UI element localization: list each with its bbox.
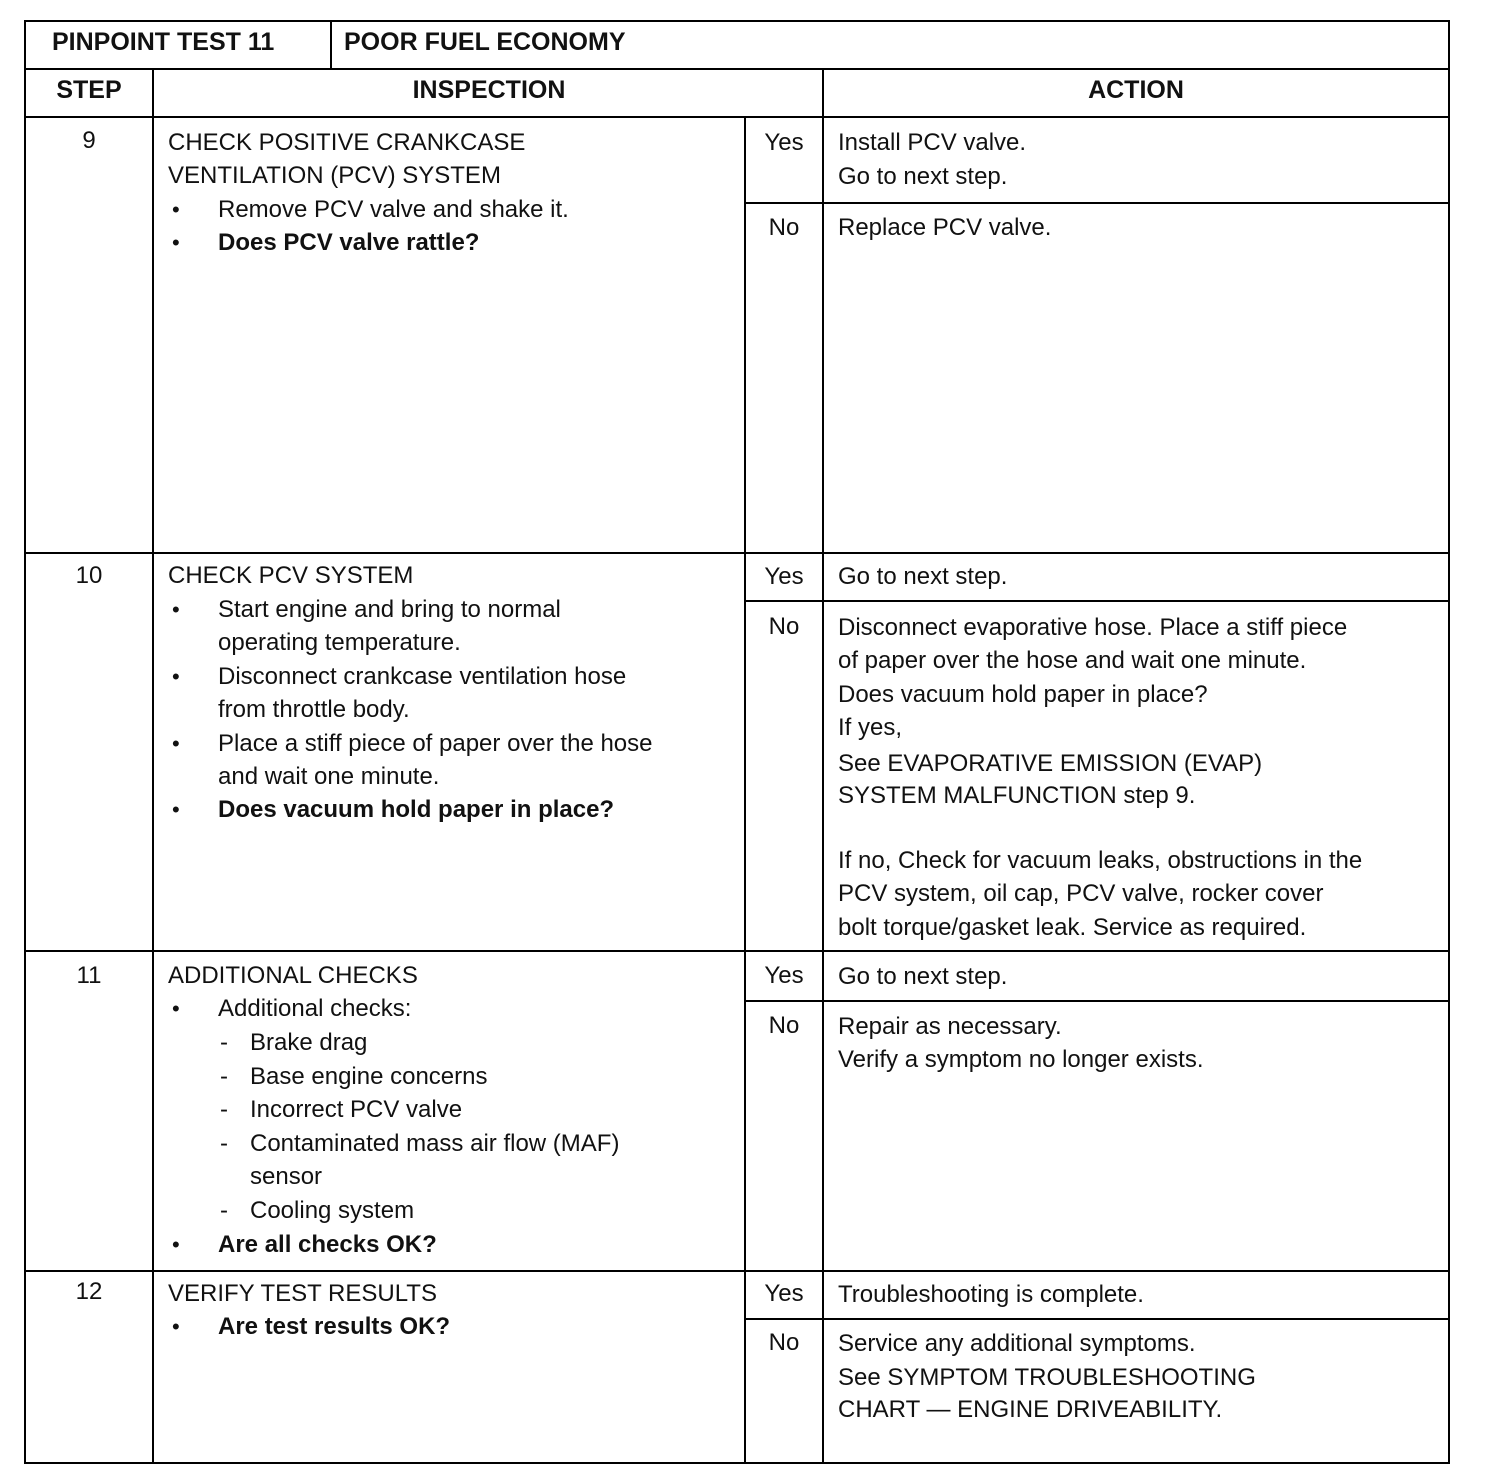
step-column-rule — [152, 68, 154, 1462]
dash-icon: - — [220, 1063, 228, 1090]
bullet-icon: • — [172, 996, 180, 1021]
yes-action: Go to next step. — [838, 963, 1008, 990]
step-number: 12 — [75, 1278, 103, 1305]
step-number: 11 — [76, 962, 102, 989]
bullet-icon: • — [172, 230, 180, 255]
step-title: VERIFY TEST RESULTS — [168, 1280, 437, 1307]
no-action: If no, Check for vacuum leaks, obstructions in the — [838, 847, 1363, 874]
inspection-item: from throttle body. — [218, 696, 410, 723]
no-action: PCV system, oil cap, PCV valve, rocker cover — [838, 880, 1324, 907]
test-title: POOR FUEL ECONOMY — [344, 28, 626, 56]
inspection-item: Place a stiff piece of paper over the hose — [218, 730, 653, 757]
yes-action: Troubleshooting is complete. — [838, 1281, 1144, 1308]
step-title: CHECK PCV SYSTEM — [168, 562, 414, 589]
yes-label: Yes — [764, 563, 804, 590]
inspection-question: Does PCV valve rattle? — [218, 229, 480, 256]
no-action: See SYMPTOM TROUBLESHOOTING — [838, 1364, 1256, 1391]
sub-check-item: sensor — [250, 1163, 323, 1190]
inspection-item: and wait one minute. — [218, 763, 440, 790]
column-header-divider — [26, 116, 1448, 118]
dash-icon: - — [220, 1096, 228, 1123]
step-title: VENTILATION (PCV) SYSTEM — [168, 162, 501, 189]
step-11-yes-no-rule — [746, 1000, 1448, 1002]
no-action: Replace PCV valve. — [838, 214, 1052, 241]
sub-check-item: Contaminated mass air flow (MAF) — [250, 1130, 620, 1157]
bullet-icon: • — [172, 1314, 180, 1339]
step-number: 10 — [75, 562, 103, 589]
bullet-icon: • — [172, 731, 180, 756]
no-label: No — [768, 1012, 800, 1039]
sub-check-item: Cooling system — [250, 1197, 415, 1224]
dash-icon: - — [220, 1197, 228, 1224]
inspection-action-rule — [822, 68, 824, 1462]
bullet-icon: • — [172, 797, 180, 822]
header-divider — [26, 68, 1448, 70]
step-11-bottom-rule — [26, 1270, 1448, 1272]
step-10-yes-no-rule — [746, 600, 1448, 602]
no-action: of paper over the hose and wait one minute. — [838, 647, 1307, 674]
no-action: Disconnect evaporative hose. Place a stiff piece — [838, 614, 1348, 641]
no-label: No — [768, 214, 800, 241]
no-label: No — [768, 613, 800, 640]
no-action: CHART — ENGINE DRIVEABILITY. — [838, 1396, 1223, 1423]
yes-no-column-rule — [744, 116, 746, 1462]
bullet-icon: • — [172, 597, 180, 622]
no-label: No — [768, 1329, 800, 1356]
col-action-header: ACTION — [1088, 76, 1184, 104]
inspection-question: Are all checks OK? — [218, 1231, 437, 1258]
sub-check-item: Base engine concerns — [250, 1063, 488, 1090]
step-title: CHECK POSITIVE CRANKCASE — [168, 129, 526, 156]
yes-label: Yes — [764, 129, 804, 156]
col-step-header: STEP — [56, 76, 122, 104]
step-12-yes-no-rule — [746, 1318, 1448, 1320]
step-9-yes-no-rule — [746, 202, 1448, 204]
inspection-item: Disconnect crankcase ventilation hose — [218, 663, 627, 690]
inspection-item: Remove PCV valve and shake it. — [218, 196, 569, 223]
no-action: Repair as necessary. — [838, 1013, 1062, 1040]
no-action: bolt torque/gasket leak. Service as required. — [838, 914, 1307, 941]
inspection-question: Does vacuum hold paper in place? — [218, 796, 615, 823]
yes-action: Install PCV valve. — [838, 129, 1027, 156]
bullet-icon: • — [172, 664, 180, 689]
title-divider — [330, 22, 332, 68]
no-action: Service any additional symptoms. — [838, 1330, 1196, 1357]
test-id: PINPOINT TEST 11 — [52, 28, 275, 56]
yes-label: Yes — [764, 962, 804, 989]
inspection-item: Start engine and bring to normal — [218, 596, 561, 623]
inspection-question: Are test results OK? — [218, 1313, 451, 1340]
step-10-bottom-rule — [26, 950, 1448, 952]
no-action: SYSTEM MALFUNCTION step 9. — [838, 782, 1196, 809]
no-action: Verify a symptom no longer exists. — [838, 1046, 1204, 1073]
inspection-item: operating temperature. — [218, 629, 461, 656]
sub-check-item: Brake drag — [250, 1029, 368, 1056]
bullet-icon: • — [172, 197, 180, 222]
dash-icon: - — [220, 1029, 228, 1056]
bullet-icon: • — [172, 1232, 180, 1257]
yes-label: Yes — [764, 1280, 804, 1307]
sub-check-item: Incorrect PCV valve — [250, 1096, 463, 1123]
step-9-bottom-rule — [26, 552, 1448, 554]
step-number: 9 — [82, 127, 96, 154]
no-action: See EVAPORATIVE EMISSION (EVAP) — [838, 750, 1263, 777]
yes-action: Go to next step. — [838, 563, 1008, 590]
step-title: ADDITIONAL CHECKS — [168, 962, 418, 989]
pinpoint-test-table — [24, 20, 1450, 1464]
inspection-item: Additional checks: — [218, 995, 412, 1022]
yes-action: Go to next step. — [838, 163, 1008, 190]
no-action: Does vacuum hold paper in place? — [838, 681, 1208, 708]
col-inspection-header: INSPECTION — [412, 76, 566, 104]
dash-icon: - — [220, 1130, 228, 1157]
no-action: If yes, — [838, 714, 903, 741]
